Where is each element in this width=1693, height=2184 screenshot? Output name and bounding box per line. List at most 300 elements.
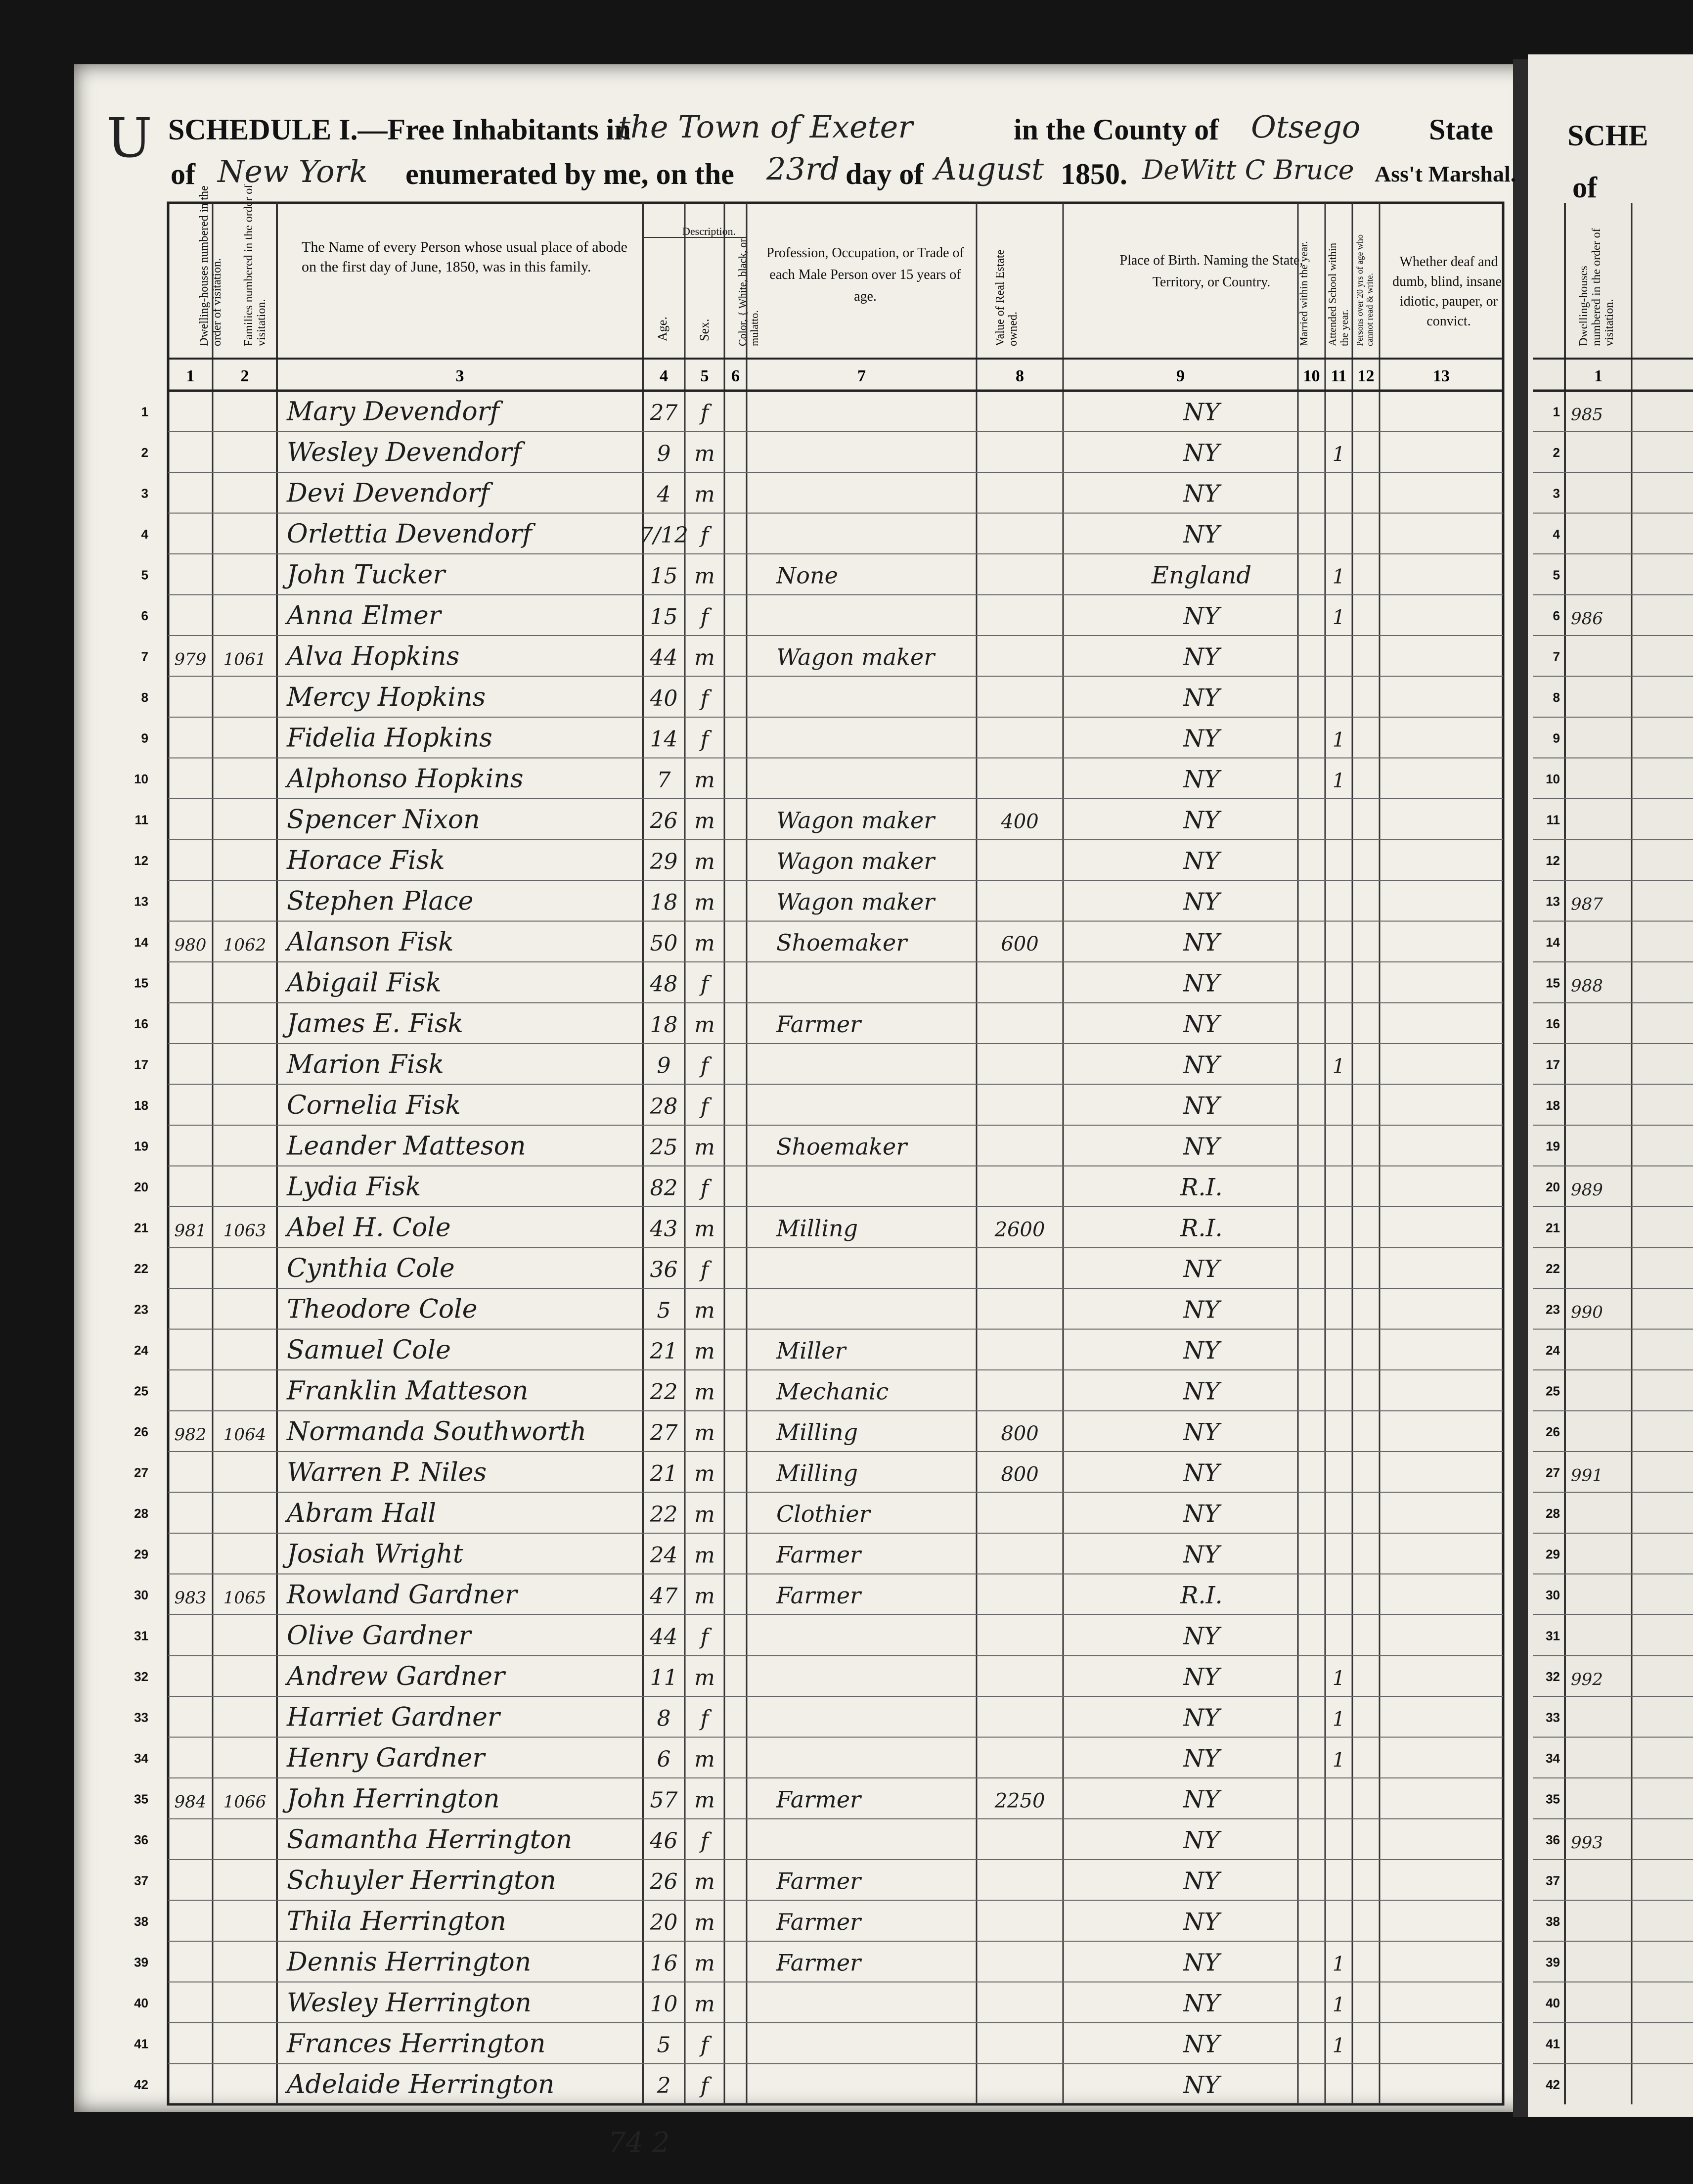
person-age: 14	[650, 727, 678, 752]
birthplace: NY	[1183, 1704, 1220, 1732]
birthplace: NY	[1183, 1622, 1220, 1650]
person-sex: m	[694, 441, 715, 466]
person-age: 5	[657, 1298, 671, 1323]
person-sex: m	[694, 890, 715, 915]
line-number: 14	[134, 934, 148, 950]
school-mark: 1	[1332, 1055, 1345, 1078]
person-age: 4	[657, 482, 671, 507]
town-name: the Town of Exeter	[618, 109, 913, 145]
birthplace: NY	[1183, 1377, 1220, 1406]
person-name: Leander Matteson	[287, 1131, 526, 1161]
family-number: 1064	[223, 1424, 267, 1445]
person-name: Mercy Hopkins	[287, 682, 486, 712]
column-number: 6	[731, 367, 740, 385]
person-sex: f	[700, 1706, 709, 1731]
adjacent-line-number: 7	[1553, 649, 1560, 664]
person-name: Alphonso Hopkins	[287, 764, 524, 794]
person-name: Anna Elmer	[287, 600, 441, 631]
column-number: 12	[1357, 367, 1375, 385]
birthplace: NY	[1183, 1663, 1220, 1691]
person-occupation: Farmer	[776, 1786, 861, 1813]
person-sex: m	[694, 1502, 715, 1527]
state-label: State	[1429, 113, 1493, 146]
line-number: 16	[134, 1016, 148, 1031]
col-6-header: Color, { White, black, or mulatto.	[736, 238, 760, 346]
line-number: 38	[134, 1913, 148, 1929]
person-age: 5	[657, 2032, 671, 2058]
person-sex: m	[694, 767, 715, 793]
adjacent-dwelling-number: 993	[1571, 1832, 1603, 1853]
birthplace: NY	[1183, 480, 1220, 508]
enumeration-day: 23rd	[766, 151, 840, 187]
corner-mark: U	[106, 106, 152, 170]
person-age: 50	[650, 930, 678, 956]
person-name: Stephen Place	[287, 886, 474, 916]
person-age: 48	[650, 971, 678, 997]
birthplace: R.I.	[1180, 1214, 1223, 1242]
person-name: John Herrington	[287, 1784, 500, 1814]
adjacent-dwelling-number: 990	[1571, 1302, 1603, 1322]
adjacent-line-number: 17	[1546, 1057, 1560, 1072]
real-estate-value: 800	[1001, 1422, 1039, 1445]
adjacent-line-number: 33	[1546, 1710, 1560, 1725]
dwelling-number: 979	[174, 649, 207, 670]
person-age: 9	[657, 441, 671, 466]
adjacent-of-fragment: of	[1572, 171, 1597, 204]
person-age: 16	[650, 1951, 678, 1976]
line-number: 18	[134, 1097, 148, 1113]
birthplace: NY	[1183, 520, 1220, 548]
adjacent-line-number: 31	[1546, 1628, 1560, 1643]
family-number: 1063	[223, 1221, 267, 1241]
birthplace: NY	[1183, 725, 1220, 753]
person-sex: m	[694, 1298, 715, 1323]
adjacent-line-number: 35	[1546, 1791, 1560, 1807]
person-age: 24	[650, 1543, 678, 1568]
birthplace: NY	[1183, 439, 1220, 467]
person-age: 36	[650, 1257, 678, 1282]
col-2-header: Families numbered in the order of visitation.	[242, 184, 268, 346]
adjacent-line-number: 22	[1546, 1261, 1560, 1276]
adjacent-line-number: 18	[1546, 1097, 1560, 1113]
person-name: Franklin Matteson	[287, 1376, 529, 1406]
line-number: 29	[134, 1547, 148, 1562]
line-number: 19	[134, 1138, 148, 1154]
line-number: 37	[134, 1873, 148, 1888]
adjacent-line-number: 38	[1546, 1913, 1560, 1929]
person-name: Marion Fisk	[287, 1049, 444, 1080]
adjacent-line-number: 21	[1546, 1220, 1560, 1235]
person-name: Lydia Fisk	[287, 1172, 421, 1202]
person-name: Schuyler Herrington	[287, 1866, 556, 1896]
adjacent-line-number: 9	[1553, 730, 1560, 746]
person-age: 21	[650, 1338, 678, 1364]
person-age: 7	[657, 767, 671, 793]
person-age: 18	[650, 1012, 678, 1038]
birthplace: NY	[1183, 1989, 1220, 2017]
person-sex: f	[700, 727, 709, 752]
person-name: Alanson Fisk	[287, 927, 454, 957]
person-sex: m	[694, 1461, 715, 1487]
description-group-header: Description.	[682, 225, 736, 237]
col-10-header: Married within the year.	[1297, 241, 1310, 346]
person-name: Adelaide Herrington	[287, 2069, 555, 2099]
line-number: 33	[134, 1710, 148, 1725]
school-mark: 1	[1332, 1667, 1345, 1690]
birthplace: NY	[1183, 1541, 1220, 1569]
line-number: 11	[134, 812, 148, 827]
adjacent-line-number: 2	[1553, 445, 1560, 460]
person-sex: f	[700, 604, 709, 630]
person-occupation: Mechanic	[776, 1378, 889, 1405]
person-occupation: Milling	[776, 1215, 858, 1242]
line-number: 10	[134, 771, 148, 786]
birthplace: NY	[1183, 2030, 1220, 2058]
person-occupation: Shoemaker	[776, 929, 907, 956]
person-age: 18	[650, 890, 678, 915]
of-label: of	[171, 158, 195, 190]
real-estate-value: 2600	[994, 1218, 1045, 1241]
birthplace: R.I.	[1180, 1173, 1223, 1201]
birthplace: NY	[1183, 602, 1220, 630]
person-name: Cornelia Fisk	[287, 1090, 461, 1120]
line-number: 22	[134, 1261, 148, 1276]
person-age: 47	[650, 1583, 678, 1609]
birthplace: NY	[1183, 1296, 1220, 1324]
adjacent-line-number: 15	[1546, 975, 1560, 991]
birthplace: NY	[1183, 1826, 1220, 1854]
person-occupation: Wagon maker	[776, 643, 935, 671]
col-1-header: Dwelling-houses numbered in the order of visitation.	[198, 185, 223, 346]
birthplace: NY	[1183, 888, 1220, 916]
birthplace: NY	[1183, 398, 1220, 426]
person-sex: m	[694, 1543, 715, 1568]
person-sex: f	[700, 1257, 709, 1282]
column-number: 4	[660, 367, 668, 385]
county-name: Otsego	[1251, 109, 1361, 145]
person-sex: m	[694, 1787, 715, 1813]
adjacent-line-number: 29	[1546, 1547, 1560, 1562]
person-name: Dennis Herrington	[287, 1947, 532, 1977]
person-age: 7/12	[639, 522, 688, 548]
person-occupation: None	[776, 562, 838, 589]
dwelling-number: 980	[174, 935, 207, 955]
person-age: 22	[650, 1502, 678, 1527]
person-name: Horace Fisk	[287, 845, 445, 875]
school-mark: 1	[1332, 728, 1345, 752]
person-name: Cynthia Cole	[287, 1253, 455, 1283]
birthplace: NY	[1183, 969, 1220, 998]
line-number: 23	[134, 1302, 148, 1317]
line-number: 32	[134, 1669, 148, 1684]
birthplace: NY	[1183, 1336, 1220, 1365]
birthplace: NY	[1183, 928, 1220, 956]
adjacent-line-number: 27	[1546, 1465, 1560, 1480]
person-occupation: Farmer	[776, 1949, 861, 1976]
line-number: 21	[134, 1220, 148, 1235]
person-sex: f	[700, 2032, 709, 2058]
person-age: 20	[650, 1910, 678, 1935]
line-number: 25	[134, 1383, 148, 1399]
birthplace: NY	[1183, 1092, 1220, 1120]
line-number: 41	[134, 2036, 148, 2051]
line-number: 26	[134, 1424, 148, 1439]
col-3-header: The Name of every Person whose usual place of abode on the first day of June, 1850, was in this family.	[302, 239, 627, 275]
day-of-label: day of	[846, 158, 924, 190]
person-name: Wesley Herrington	[287, 1988, 532, 2018]
adjacent-line-number: 23	[1546, 1302, 1560, 1317]
adjacent-line-number: 36	[1546, 1832, 1560, 1847]
column-number: 5	[700, 367, 709, 385]
person-name: Henry Gardner	[287, 1743, 485, 1773]
dwelling-number: 982	[174, 1424, 207, 1445]
column-number: 10	[1303, 367, 1320, 385]
person-age: 15	[650, 563, 678, 589]
birthplace: NY	[1183, 847, 1220, 875]
person-occupation: Milling	[776, 1418, 858, 1446]
person-sex: m	[694, 1135, 715, 1160]
adjacent-line-number: 30	[1546, 1587, 1560, 1602]
person-sex: m	[694, 1012, 715, 1038]
col-4-header: Age.	[655, 317, 669, 341]
person-age: 46	[650, 1828, 678, 1854]
family-number: 1065	[223, 1588, 267, 1608]
person-name: Mary Devendorf	[287, 397, 499, 427]
enumeration-month: August	[935, 151, 1044, 187]
person-name: Samuel Cole	[287, 1335, 451, 1365]
person-age: 44	[650, 1624, 678, 1650]
adjacent-line-number: 8	[1553, 689, 1560, 705]
line-number: 6	[141, 608, 148, 623]
person-age: 8	[657, 1706, 671, 1731]
adjacent-line-number: 34	[1546, 1750, 1560, 1766]
adjacent-line-number: 24	[1546, 1342, 1560, 1358]
adjacent-line-number: 12	[1546, 853, 1560, 868]
birthplace: NY	[1183, 1949, 1220, 1977]
person-age: 2	[657, 2073, 671, 2098]
school-mark: 1	[1332, 1748, 1345, 1772]
birthplace: NY	[1183, 1459, 1220, 1487]
person-name: Olive Gardner	[287, 1621, 471, 1651]
adjacent-line-number: 40	[1546, 1995, 1560, 2010]
line-number: 31	[134, 1628, 148, 1643]
family-number: 1066	[223, 1792, 267, 1812]
adjacent-line-number: 42	[1546, 2077, 1560, 2092]
person-occupation: Farmer	[776, 1908, 861, 1935]
col-13-header: Whether deaf and dumb, blind, insane, idiotic, pauper, or convict.	[1392, 254, 1505, 329]
person-name: Frances Herrington	[287, 2029, 546, 2059]
schedule-title: SCHEDULE I.—Free Inhabitants in	[168, 113, 631, 146]
person-name: Josiah Wright	[287, 1539, 463, 1569]
adjacent-dwelling-number: 987	[1571, 894, 1603, 914]
col-7-header: Profession, Occupation, or Trade of each Male Person over 15 years of age.	[766, 245, 964, 304]
adjacent-line-number: 19	[1546, 1138, 1560, 1154]
person-sex: m	[694, 1216, 715, 1242]
line-number: 5	[141, 567, 148, 583]
line-number: 17	[134, 1057, 148, 1072]
person-name: Harriet Gardner	[287, 1702, 500, 1732]
dwelling-number: 983	[174, 1588, 207, 1608]
person-age: 6	[657, 1746, 671, 1772]
person-name: Alva Hopkins	[287, 641, 460, 672]
adjacent-line-number: 10	[1546, 771, 1560, 786]
column-number: 1	[186, 367, 195, 385]
person-age: 9	[657, 1053, 671, 1079]
person-name: Wesley Devendorf	[287, 437, 522, 467]
person-sex: f	[700, 971, 709, 997]
line-number: 1	[141, 404, 148, 419]
person-occupation: Farmer	[776, 1541, 861, 1568]
dwelling-number: 981	[174, 1221, 207, 1241]
line-number: 24	[134, 1342, 148, 1358]
adjacent-line-number: 32	[1546, 1669, 1560, 1684]
person-name: Theodore Cole	[287, 1294, 478, 1324]
adjacent-dwelling-number: 992	[1571, 1669, 1603, 1689]
real-estate-value: 400	[1001, 810, 1039, 833]
school-mark: 1	[1332, 1993, 1345, 2016]
col-11-header: Attended School within the year.	[1326, 243, 1350, 346]
birthplace: England	[1151, 561, 1252, 590]
person-age: 27	[650, 400, 678, 426]
person-sex: m	[694, 930, 715, 956]
line-number: 7	[141, 649, 148, 664]
line-number: 40	[134, 1995, 148, 2010]
line-number: 12	[134, 853, 148, 868]
real-estate-value: 800	[1001, 1463, 1039, 1486]
state-name: New York	[218, 153, 368, 189]
line-number: 9	[141, 730, 148, 746]
col-12-header: Persons over 20 yrs of age who cannot read & write.	[1355, 234, 1375, 346]
birthplace: NY	[1183, 1744, 1220, 1773]
school-mark: 1	[1332, 2034, 1345, 2057]
line-number: 42	[134, 2077, 148, 2092]
adjacent-dwelling-number: 986	[1571, 608, 1603, 629]
adjacent-line-number: 4	[1553, 526, 1560, 542]
person-sex: m	[694, 849, 715, 874]
adjacent-line-number: 28	[1546, 1505, 1560, 1521]
person-sex: m	[694, 1869, 715, 1895]
line-number: 4	[141, 526, 148, 542]
line-number: 8	[141, 689, 148, 705]
person-sex: m	[694, 1379, 715, 1405]
line-number: 3	[141, 486, 148, 501]
adjacent-dwelling-number: 988	[1571, 976, 1603, 996]
person-sex: m	[694, 1665, 715, 1690]
column-number: 9	[1176, 367, 1185, 385]
line-number: 13	[134, 894, 148, 909]
person-name: Andrew Gardner	[287, 1661, 505, 1691]
adjacent-line-number: 20	[1546, 1179, 1560, 1194]
birthplace: NY	[1183, 1418, 1220, 1446]
marshal-label: Ass't Marshal.	[1375, 161, 1516, 186]
person-occupation: Milling	[776, 1459, 858, 1487]
person-occupation: Shoemaker	[776, 1133, 907, 1160]
person-occupation: Clothier	[776, 1500, 870, 1527]
person-name: Spencer Nixon	[287, 805, 480, 835]
column-number: 8	[1016, 367, 1024, 385]
person-sex: m	[694, 1420, 715, 1446]
person-name: Thila Herrington	[287, 1906, 506, 1936]
person-name: James E. Fisk	[287, 1008, 464, 1039]
person-name: Orlettia Devendorf	[287, 519, 532, 549]
adjacent-column-number: 1	[1594, 367, 1603, 385]
column-number: 11	[1331, 367, 1347, 385]
real-estate-value: 600	[1001, 932, 1039, 956]
person-age: 26	[650, 808, 678, 834]
adjacent-line-number: 25	[1546, 1383, 1560, 1399]
line-number: 30	[134, 1587, 148, 1602]
person-sex: f	[700, 1624, 709, 1650]
line-number: 20	[134, 1179, 148, 1194]
adjacent-header-fragment: SCHE	[1567, 119, 1648, 152]
person-name: Fidelia Hopkins	[287, 723, 492, 753]
person-sex: f	[700, 522, 709, 548]
column-number: 13	[1433, 367, 1450, 385]
adjacent-col-1-header: Dwelling-houses numbered in the order of visitation.	[1577, 228, 1616, 346]
adjacent-line-number: 13	[1546, 894, 1560, 909]
person-name: Samantha Herrington	[287, 1824, 573, 1855]
person-age: 43	[650, 1216, 678, 1242]
adjacent-line-number: 14	[1546, 934, 1560, 950]
line-number: 27	[134, 1465, 148, 1480]
adjacent-line-number: 16	[1546, 1016, 1560, 1031]
column-number: 2	[240, 367, 249, 385]
person-name: Normanda Southworth	[287, 1416, 587, 1447]
person-name: Warren P. Niles	[287, 1457, 487, 1488]
birthplace: NY	[1183, 1255, 1220, 1283]
person-age: 25	[650, 1135, 678, 1160]
line-number: 39	[134, 1955, 148, 1970]
birthplace: NY	[1183, 2071, 1220, 2099]
enumeration-year: 1850.	[1061, 158, 1127, 190]
person-sex: m	[694, 1338, 715, 1364]
enumerated-label: enumerated by me, on the	[405, 158, 734, 190]
person-age: 29	[650, 849, 678, 874]
adjacent-line-number: 41	[1546, 2036, 1560, 2051]
person-sex: f	[700, 1828, 709, 1854]
birthplace: NY	[1183, 1908, 1220, 1936]
person-age: 27	[650, 1420, 678, 1446]
person-age: 10	[650, 1991, 678, 2017]
person-sex: m	[694, 808, 715, 834]
column-number: 3	[455, 367, 464, 385]
person-sex: f	[700, 1093, 709, 1119]
adjacent-line-number: 3	[1553, 486, 1560, 501]
birthplace: NY	[1183, 1867, 1220, 1895]
person-sex: f	[700, 400, 709, 426]
adjacent-line-number: 26	[1546, 1424, 1560, 1439]
person-sex: m	[694, 1910, 715, 1935]
person-name: Devi Devendorf	[287, 478, 490, 508]
birthplace: NY	[1183, 643, 1220, 671]
person-occupation: Farmer	[776, 1582, 861, 1609]
person-age: 21	[650, 1461, 678, 1487]
person-age: 26	[650, 1869, 678, 1895]
family-number: 1062	[223, 935, 267, 955]
person-sex: m	[694, 1746, 715, 1772]
adjacent-line-number: 1	[1553, 404, 1560, 419]
person-sex: f	[700, 1175, 709, 1201]
column-number: 7	[857, 367, 866, 385]
person-sex: m	[694, 1951, 715, 1976]
adjacent-dwelling-number: 985	[1571, 405, 1603, 425]
adjacent-line-number: 5	[1553, 567, 1560, 583]
adjacent-dwelling-number: 989	[1571, 1180, 1603, 1200]
person-occupation: Wagon maker	[776, 888, 935, 915]
person-occupation: Wagon maker	[776, 807, 935, 834]
person-sex: f	[700, 685, 709, 711]
col-8-header: Value of Real Estate owned.	[994, 249, 1020, 346]
